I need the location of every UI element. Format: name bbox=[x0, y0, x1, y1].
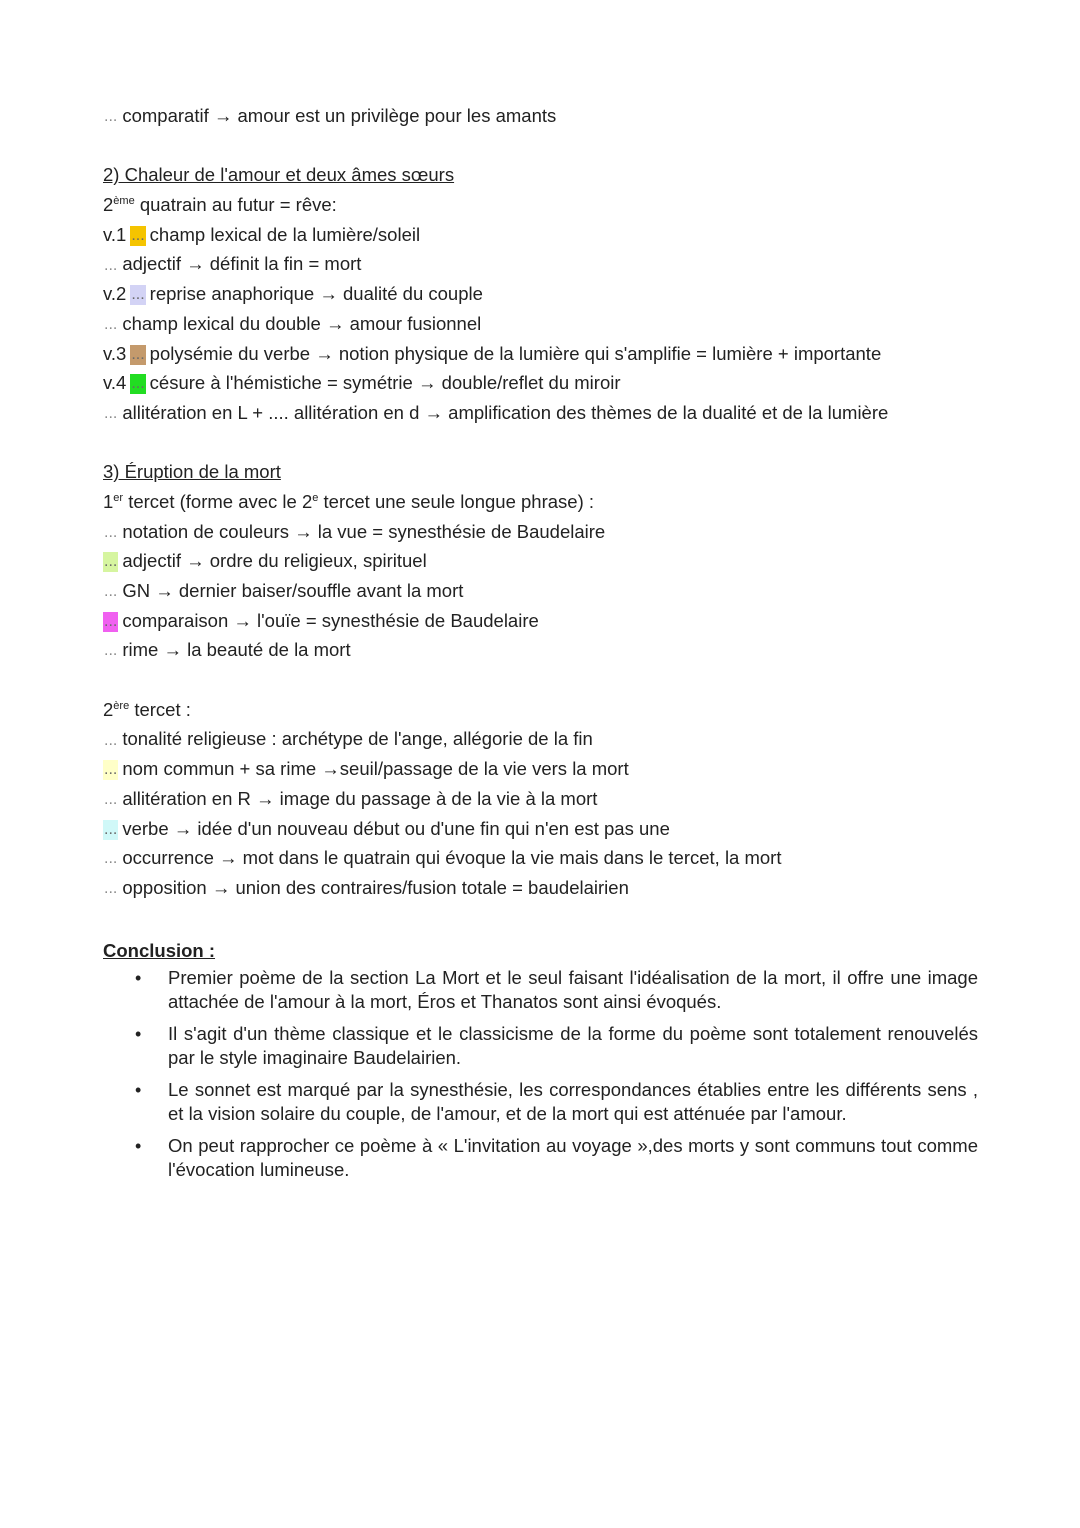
tercet2-lines bbox=[103, 724, 983, 902]
annotation-text: reprise anaphorique → dualité du couple bbox=[149, 283, 483, 305]
highlight-marker: ... bbox=[131, 375, 145, 393]
section3-intro: 1er tercet (forme avec le 2e tercet une seule longue phrase) : bbox=[103, 490, 595, 512]
annotation-text: polysémie du verbe → notion physique de la lumière qui s'amplifie = lumière + importante bbox=[149, 342, 882, 364]
highlight-marker: ... bbox=[104, 583, 118, 601]
highlight-marker: ... bbox=[104, 612, 118, 630]
conclusion-item bbox=[103, 1078, 978, 1127]
annotation-line bbox=[103, 339, 983, 369]
annotation-text: adjectif → ordre du religieux, spirituel bbox=[122, 550, 427, 572]
conclusion-item-text: Il s'agit d'un thème classique et le classicisme de la forme du poème sont totalement renouvelés par le style imaginaire Baudelairien. bbox=[168, 1022, 978, 1069]
annotation-line bbox=[103, 309, 983, 339]
annotation-text: verbe → idée d'un nouveau début ou d'une fin qui n'en est pas une bbox=[122, 817, 670, 839]
annotation-text: champ lexical de la lumière/soleil bbox=[149, 223, 421, 245]
top-line bbox=[103, 101, 983, 131]
highlight-marker: ... bbox=[131, 286, 145, 304]
bullet-icon: • bbox=[135, 1135, 142, 1156]
verse-number: v.1 bbox=[103, 223, 127, 245]
annotation-text: champ lexical du double → amour fusionnel bbox=[122, 312, 482, 334]
annotation-line bbox=[103, 873, 983, 903]
highlight-marker: ... bbox=[104, 256, 118, 274]
annotation-text: GN → dernier baiser/souffle avant la mort bbox=[122, 580, 464, 601]
annotation-line bbox=[103, 635, 983, 665]
annotation-text: adjectif → définit la fin = mort bbox=[122, 253, 362, 275]
annotation-line bbox=[103, 784, 983, 814]
highlight-marker: ... bbox=[104, 850, 118, 868]
annotation-line bbox=[103, 843, 983, 873]
highlight-marker: ... bbox=[104, 879, 118, 897]
conclusion-list bbox=[103, 966, 983, 1183]
section3-lines bbox=[103, 517, 983, 665]
annotation-line bbox=[103, 398, 983, 428]
section3-title: 3) Éruption de la mort bbox=[103, 461, 281, 483]
annotation-text: opposition → union des contraires/fusion totale = baudelairien bbox=[122, 876, 629, 898]
conclusion-item-text: Premier poème de la section La Mort et le seul faisant l'idéalisation de la mort, il offre une image attachée de l'amour à la mort, Éros et Thanatos sont ainsi évoqués. bbox=[168, 966, 978, 1013]
annotation-line bbox=[103, 249, 983, 279]
annotation-text: notation de couleurs → la vue = synesthésie de Baudelaire bbox=[122, 520, 606, 542]
verse-number: v.3 bbox=[103, 342, 127, 364]
annotation-line bbox=[103, 724, 983, 754]
section2-title: 2) Chaleur de l'amour et deux âmes sœurs bbox=[103, 164, 455, 186]
highlight-marker: ... bbox=[104, 761, 118, 779]
highlight-marker: ... bbox=[104, 315, 118, 333]
tercet2-heading: 2ère tercet : bbox=[103, 698, 191, 720]
highlight-marker: ... bbox=[131, 345, 145, 363]
section2-lines bbox=[103, 220, 983, 428]
annotation-line bbox=[103, 546, 983, 576]
highlight-marker: ... bbox=[131, 226, 145, 244]
annotation-line bbox=[103, 754, 983, 784]
annotation-text: comparaison → l'ouïe = synesthésie de Baudelaire bbox=[122, 609, 539, 631]
annotation-text: occurrence → mot dans le quatrain qui évoque la vie mais dans le tercet, la mort bbox=[122, 847, 782, 869]
highlight-marker: ... bbox=[104, 820, 118, 838]
conclusion-title: Conclusion : bbox=[103, 940, 216, 962]
annotation-text: allitération en R → image du passage à de la vie à la mort bbox=[122, 787, 598, 809]
annotation-line bbox=[103, 576, 983, 606]
annotation-line bbox=[103, 368, 983, 398]
annotation-line bbox=[103, 814, 983, 844]
annotation-text: nom commun + sa rime →seuil/passage de la vie vers la mort bbox=[122, 758, 629, 780]
highlight-marker: ... bbox=[104, 731, 118, 749]
conclusion-item-text: On peut rapprocher ce poème à « L'invitation au voyage »,des morts y sont communs tout comme l'évocation lumineuse. bbox=[168, 1134, 978, 1181]
highlight-marker: ... bbox=[104, 523, 118, 541]
annotation-text: allitération en L + .... allitération en d → amplification des thèmes de la dualité et de la lumière bbox=[122, 401, 889, 423]
document-page bbox=[103, 101, 983, 1190]
conclusion-item bbox=[103, 1022, 978, 1071]
top-line-text: comparatif → amour est un privilège pour les amants bbox=[122, 105, 557, 126]
highlight-marker: ... bbox=[104, 553, 118, 571]
highlight-marker: ... bbox=[104, 404, 118, 422]
annotation-text: tonalité religieuse : archétype de l'ange, allégorie de la fin bbox=[122, 728, 593, 750]
highlight-marker: ... bbox=[104, 790, 118, 808]
annotation-line bbox=[103, 279, 983, 309]
annotation-line bbox=[103, 517, 983, 547]
highlight-marker: ... bbox=[104, 642, 118, 660]
verse-number: v.4 bbox=[103, 372, 127, 394]
annotation-line bbox=[103, 220, 983, 250]
bullet-icon: • bbox=[135, 1023, 142, 1044]
conclusion-item bbox=[103, 1134, 978, 1183]
bullet-icon: • bbox=[135, 1079, 142, 1100]
verse-number: v.2 bbox=[103, 283, 127, 305]
annotation-line bbox=[103, 606, 983, 636]
conclusion-item bbox=[103, 966, 978, 1015]
conclusion-item-text: Le sonnet est marqué par la synesthésie, les correspondances établies entre les différents sens , et la vision solaire du couple, de l'amour, et de la mort qui est atténuée par l'amour. bbox=[168, 1078, 978, 1125]
annotation-marker: ... bbox=[104, 108, 118, 126]
bullet-icon: • bbox=[135, 967, 142, 988]
annotation-text: rime → la beauté de la mort bbox=[122, 639, 351, 661]
annotation-text: césure à l'hémistiche = symétrie → double/reflet du miroir bbox=[149, 372, 621, 394]
section2-intro: 2ème quatrain au futur = rêve: bbox=[103, 194, 337, 216]
